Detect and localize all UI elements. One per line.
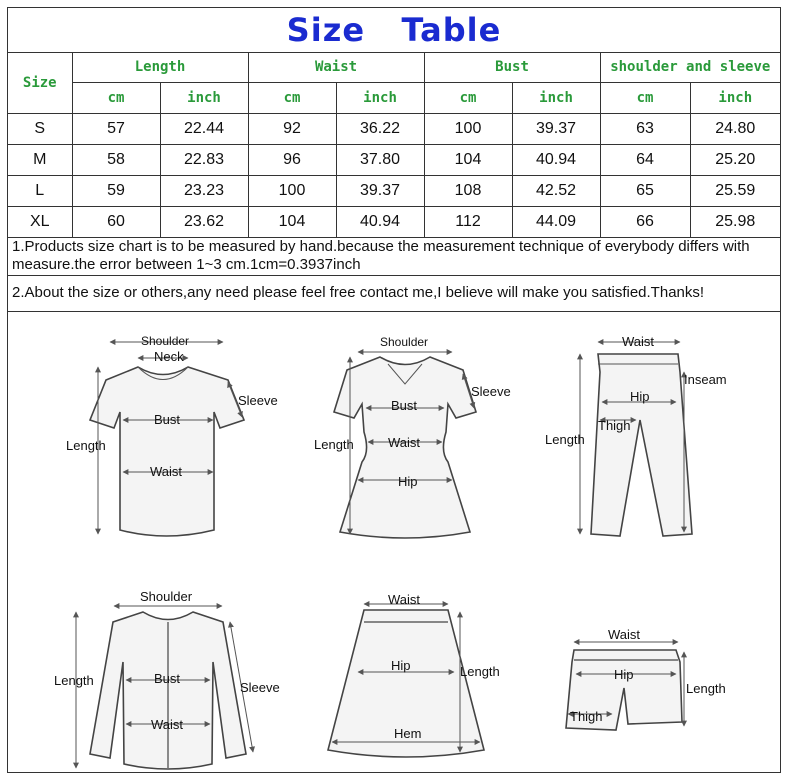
unit-inch: inch	[336, 83, 424, 114]
page-title: Size Table	[286, 11, 502, 49]
shirt-bust-label: Bust	[154, 671, 181, 686]
table-cell: 40.94	[512, 145, 600, 176]
unit-cm: cm	[600, 83, 690, 114]
table-cell: 23.23	[160, 176, 248, 207]
shorts-length-label: Length	[686, 681, 726, 696]
table-cell: 24.80	[690, 114, 780, 145]
shirt-length-label: Length	[54, 673, 94, 688]
table-cell: 39.37	[512, 114, 600, 145]
unit-inch: inch	[160, 83, 248, 114]
pants-inseam-label: Inseam	[684, 372, 727, 387]
shirt-diagram	[54, 589, 280, 769]
shorts-waist-label: Waist	[608, 627, 641, 642]
dress-diagram	[314, 335, 511, 538]
tshirt-neck-label: Neck	[154, 349, 184, 364]
table-cell: 25.20	[690, 145, 780, 176]
waist-header: Waist	[248, 52, 424, 83]
pants-hip-label: Hip	[630, 389, 650, 404]
table-cell: 104	[424, 145, 512, 176]
shirt-sleeve-label: Sleeve	[240, 680, 280, 695]
bust-header: Bust	[424, 52, 600, 83]
skirt-hip-label: Hip	[391, 658, 411, 673]
table-cell: 64	[600, 145, 690, 176]
dress-shoulder-label: Shoulder	[380, 335, 429, 349]
size-cell: M	[8, 145, 72, 176]
table-cell: 44.09	[512, 207, 600, 238]
unit-cm: cm	[248, 83, 336, 114]
tshirt-length-label: Length	[66, 438, 106, 453]
table-cell: 66	[600, 207, 690, 238]
table-cell: 112	[424, 207, 512, 238]
table-cell: 25.59	[690, 176, 780, 207]
table-cell: 36.22	[336, 114, 424, 145]
pants-diagram	[545, 334, 727, 536]
dress-hip-label: Hip	[398, 474, 418, 489]
tshirt-shape	[90, 367, 244, 536]
title-row	[8, 8, 780, 53]
table-cell: 42.52	[512, 176, 600, 207]
table-cell: 96	[248, 145, 336, 176]
size-cell: S	[8, 114, 72, 145]
shorts-thigh-label: Thigh	[570, 709, 603, 724]
table-cell: 37.80	[336, 145, 424, 176]
table-row	[8, 114, 780, 145]
pants-thigh-label: Thigh	[598, 418, 631, 433]
tshirt-bust-label: Bust	[154, 412, 181, 427]
skirt-hem-label: Hem	[394, 726, 422, 741]
length-header: Length	[72, 52, 248, 83]
table-row	[8, 176, 780, 207]
dress-waist-label: Waist	[388, 435, 421, 450]
pants-waist-label: Waist	[622, 334, 655, 349]
table-row	[8, 207, 780, 238]
table-cell: 22.83	[160, 145, 248, 176]
size-header: Size	[8, 52, 72, 114]
unit-cm: cm	[424, 83, 512, 114]
skirt-length-label: Length	[460, 664, 500, 679]
table-cell: 108	[424, 176, 512, 207]
table-cell: 22.44	[160, 114, 248, 145]
shirt-shoulder-label: Shoulder	[140, 589, 193, 604]
table-cell: 57	[72, 114, 160, 145]
table-cell: 63	[600, 114, 690, 145]
dress-sleeve-label: Sleeve	[471, 384, 511, 399]
table-cell: 25.98	[690, 207, 780, 238]
table-cell: 40.94	[336, 207, 424, 238]
dress-length-label: Length	[314, 437, 354, 452]
table-cell: 39.37	[336, 176, 424, 207]
shirt-waist-label: Waist	[151, 717, 184, 732]
tshirt-diagram	[66, 334, 278, 536]
table-cell: 92	[248, 114, 336, 145]
unit-inch: inch	[512, 83, 600, 114]
size-cell: XL	[8, 207, 72, 238]
measurement-illustrations	[8, 312, 780, 772]
table-cell: 100	[248, 176, 336, 207]
note-measurement: 1.Products size chart is to be measured by hand.because the measurement technique of everybody differs with measure.the error between 1~3 cm.1cm=0.3937inch	[8, 236, 780, 276]
unit-inch: inch	[690, 83, 780, 114]
size-table	[8, 52, 780, 238]
size-cell: L	[8, 176, 72, 207]
tshirt-sleeve-label: Sleeve	[238, 393, 278, 408]
shoulder-sleeve-header: shoulder and sleeve	[600, 52, 780, 83]
skirt-diagram	[328, 592, 500, 757]
pants-shape	[591, 354, 692, 536]
note-contact: 2.About the size or others,any need please feel free contact me,I believe will make you satisfied.Thanks!	[8, 276, 780, 312]
table-cell: 23.62	[160, 207, 248, 238]
table-cell: 100	[424, 114, 512, 145]
table-cell: 59	[72, 176, 160, 207]
dress-bust-label: Bust	[391, 398, 418, 413]
shorts-diagram	[566, 627, 726, 730]
table-cell: 65	[600, 176, 690, 207]
tshirt-waist-label: Waist	[150, 464, 183, 479]
table-cell: 60	[72, 207, 160, 238]
pants-length-label: Length	[545, 432, 585, 447]
table-cell: 58	[72, 145, 160, 176]
unit-cm: cm	[72, 83, 160, 114]
table-cell: 104	[248, 207, 336, 238]
table-row	[8, 145, 780, 176]
tshirt-shoulder-label: Shoulder	[141, 334, 190, 348]
shorts-hip-label: Hip	[614, 667, 634, 682]
size-chart	[7, 7, 781, 773]
skirt-waist-label: Waist	[388, 592, 421, 607]
